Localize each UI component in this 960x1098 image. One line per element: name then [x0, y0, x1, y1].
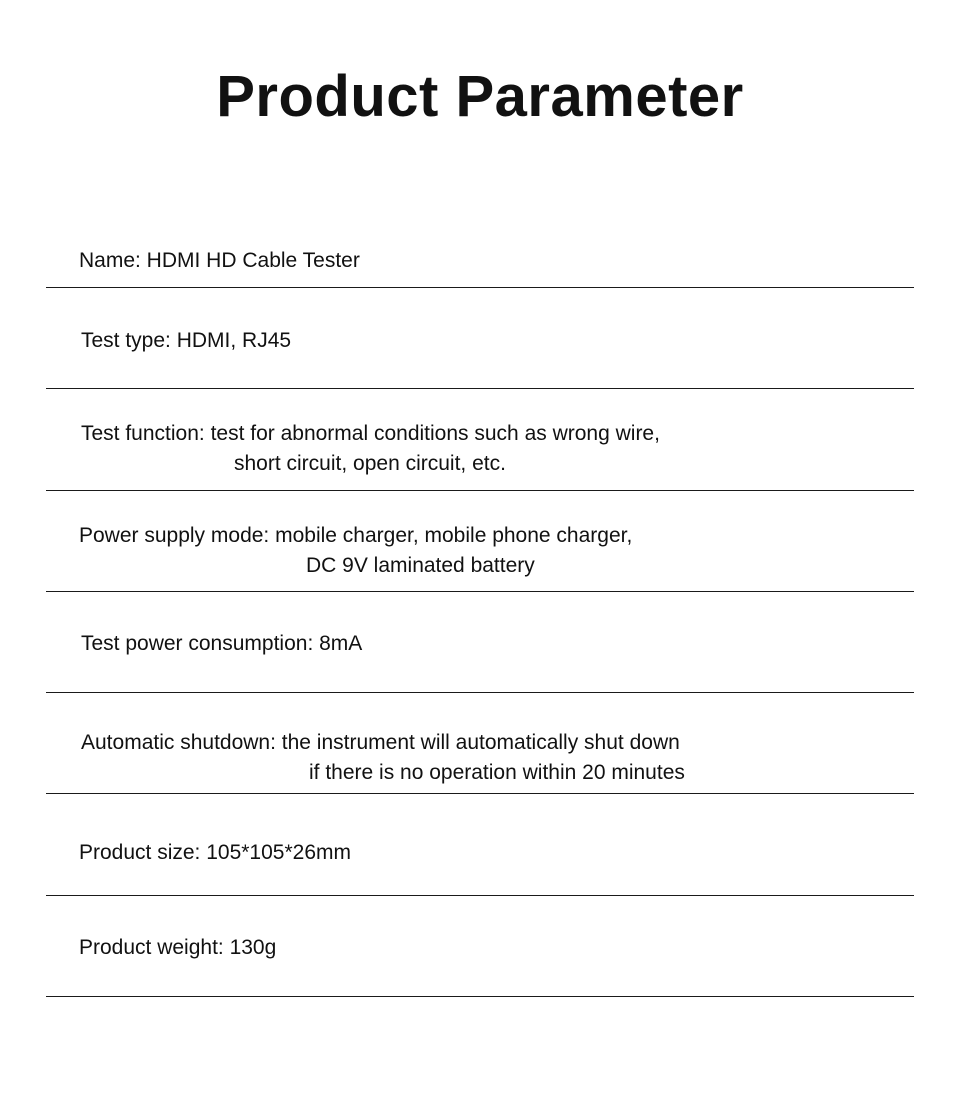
param-power-supply-mode: Power supply mode: mobile charger, mobile phone charger,: [79, 524, 633, 547]
divider: [46, 591, 914, 592]
param-product-size: Product size: 105*105*26mm: [79, 841, 351, 864]
divider: [46, 692, 914, 693]
param-automatic-shutdown: Automatic shutdown: the instrument will automatically shut down: [81, 731, 680, 754]
param-name: Name: HDMI HD Cable Tester: [79, 249, 360, 272]
param-test-type: Test type: HDMI, RJ45: [81, 329, 292, 352]
param-automatic-shutdown-continued: if there is no operation within 20 minutes: [309, 761, 685, 784]
param-test-function-continued: short circuit, open circuit, etc.: [234, 452, 506, 475]
param-test-function: Test function: test for abnormal conditions such as wrong wire,: [81, 422, 660, 445]
param-product-weight: Product weight: 130g: [79, 936, 277, 959]
divider: [46, 388, 914, 389]
param-power-consumption: Test power consumption: 8mA: [81, 632, 363, 655]
param-power-supply-mode-continued: DC 9V laminated battery: [306, 554, 535, 577]
divider: [46, 996, 914, 997]
divider: [46, 490, 914, 491]
divider: [46, 287, 914, 288]
page-title: Product Parameter: [216, 64, 744, 129]
divider: [46, 793, 914, 794]
divider: [46, 895, 914, 896]
